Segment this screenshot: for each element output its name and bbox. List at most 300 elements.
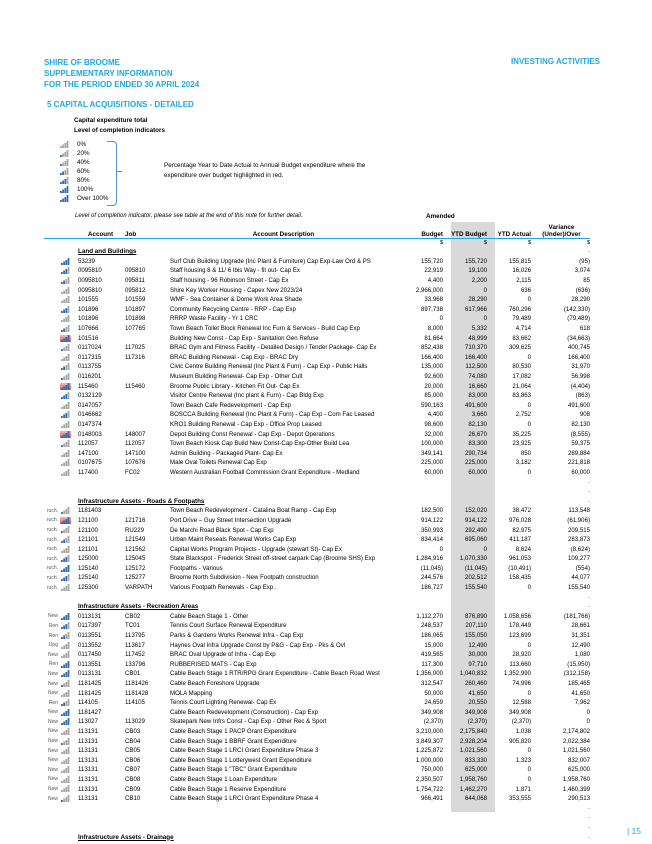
spacer-cell: [60, 487, 76, 497]
table-row: [44, 736, 590, 746]
variance-value: (34,663): [567, 334, 590, 342]
spacer-cell: [397, 823, 443, 833]
asset-type-tag: [44, 295, 60, 305]
asset-type-tag: ruch.: [46, 555, 58, 562]
spacer-cell: [76, 239, 125, 248]
legend-note-line2: expenditure over budget highlighted in red.: [164, 172, 284, 179]
ytd-budget-value: 97,710: [468, 660, 487, 668]
account-number: 0117315: [78, 353, 102, 361]
table-row: [44, 333, 590, 343]
budget-value: 92,600: [424, 373, 443, 381]
spacer-cell: [60, 247, 76, 257]
budget-value: (11,045): [420, 564, 443, 572]
spacer-cell: [170, 803, 397, 813]
table-row: [44, 573, 590, 583]
spacer-cell: [60, 496, 76, 506]
variance-value: 31,351: [571, 632, 590, 640]
job-number: CB03: [125, 727, 141, 735]
completion-indicator-icon: [60, 344, 71, 351]
spacer-cell: [44, 487, 60, 497]
asset-type-tag: ruch.: [46, 517, 58, 524]
ytd-actual-value: 8,624: [515, 545, 531, 553]
ytd-actual-value: 17,082: [512, 373, 531, 381]
account-description: Community Recycling Centre - RRP - Cap Exp: [170, 305, 296, 313]
asset-type-tag: ruch.: [46, 584, 58, 591]
ytd-budget-value: 3,660: [471, 411, 487, 419]
table-row: [44, 717, 590, 727]
ytd-budget-value: 1,021,560: [459, 747, 487, 755]
account-description: Museum Building Renewal- Cap Exp - Other Cult: [170, 373, 303, 381]
legend-item: [59, 149, 109, 158]
account-number: 0113755: [78, 363, 102, 371]
budget-value: 2,966,000: [415, 286, 443, 294]
ytd-budget-value: 166,400: [464, 353, 487, 361]
asset-type-tag: [44, 448, 60, 458]
budget-value: 24,659: [424, 699, 443, 707]
budget-value: 98,600: [424, 420, 443, 428]
asset-type-tag: [44, 324, 60, 334]
job-number: TC01: [125, 622, 140, 630]
asset-type-tag: [44, 276, 60, 286]
job-number: 117025: [125, 344, 145, 352]
spacer-cell: [44, 602, 60, 612]
budget-value: 3,210,000: [415, 727, 443, 735]
spacer-cell: [76, 813, 125, 823]
account-number: 121100: [78, 526, 98, 534]
account-description: Civic Centre Building Renewal (Inc Plant & Furn) - Cap Exp - Public Halls: [170, 363, 368, 371]
ytd-actual-value: 158,435: [508, 574, 531, 582]
variance-value: 283,873: [567, 536, 590, 544]
group-title: Infrastructure Assets - Roads & Footpaths: [78, 497, 205, 505]
job-number: 107765: [125, 325, 146, 333]
ytd-budget-value: 2,175,840: [459, 727, 487, 735]
budget-value: 50,000: [424, 689, 443, 697]
account-description: Male Oval Toilets Renewal Cap Exp: [170, 459, 267, 467]
variance-value: 625,000: [567, 766, 590, 774]
legend-item: [59, 158, 109, 167]
account-description: Cable Beach Foreshore Upgrade: [170, 680, 260, 688]
completion-indicator-icon: [60, 392, 71, 399]
ytd-budget-value: 695,060: [464, 536, 487, 544]
header-budget: Budget: [397, 221, 443, 239]
table-row: [44, 429, 590, 439]
variance-value: 0: [586, 708, 590, 716]
account-number: 101896: [78, 305, 99, 313]
group-title: Land and Buildings: [78, 248, 137, 256]
budget-value: 1,112,270: [416, 612, 443, 620]
variance-value: 0: [586, 718, 590, 726]
indicator-cell: [60, 535, 76, 545]
job-number: 125277: [125, 574, 146, 582]
job-number: 113617: [125, 641, 145, 649]
table-row: [44, 381, 590, 391]
variance-value: 28,290: [571, 296, 590, 304]
header-ytd-actual: YTD Actual: [487, 221, 533, 239]
variance-value: 290,513: [567, 795, 590, 803]
ytd-budget-value: 290,734: [464, 449, 487, 457]
asset-type-tag: [44, 401, 60, 411]
table-row: [44, 305, 590, 315]
budget-value: 897,738: [420, 305, 443, 313]
indicator-cell: [60, 506, 76, 516]
dash-placeholder: -: [587, 497, 590, 505]
account-description: Cable Beach Stage 1 "TBC" Grant Expenditure: [170, 766, 297, 774]
ytd-budget-value: 19,100: [468, 267, 487, 275]
asset-type-tag: Ren: [48, 661, 58, 668]
signal-bars-icon: [59, 150, 70, 157]
legend-item: [59, 176, 109, 185]
table-row: [44, 343, 590, 353]
account-number: 125300: [78, 584, 99, 592]
table-row: [44, 727, 590, 737]
budget-value: 1,754,722: [415, 785, 443, 793]
completion-indicator-icon: [60, 574, 71, 581]
budget-value: 186,727: [420, 584, 443, 592]
account-description: Shire Key Worker Housing - Capex New 2023/24: [170, 286, 303, 294]
table-row: [44, 420, 590, 430]
subheading-capex-total: Capital expenditure total: [74, 117, 148, 124]
budget-value: 225,000: [420, 459, 443, 467]
spacer-cell: [170, 592, 397, 602]
account-number: 1181403: [78, 507, 102, 515]
ytd-budget-value: 202,512: [464, 574, 487, 582]
variance-value: 2,022,384: [562, 737, 590, 745]
budget-value: 0: [439, 315, 443, 323]
asset-type-tag: New: [47, 670, 58, 677]
ytd-budget-value: 155,050: [464, 632, 487, 640]
indicator-cell: [60, 688, 76, 698]
spacer-cell: [443, 592, 487, 602]
job-number: 147100: [125, 449, 146, 457]
table-row: [44, 401, 590, 411]
spacer-cell: [443, 487, 487, 497]
account-number: 112057: [78, 440, 98, 448]
ytd-budget-value: 16,660: [468, 382, 487, 390]
account-description: Haynes Oval Infra Upgrade Const by P&G - Cap Exp - Pks & Ovl: [170, 641, 346, 649]
spacer-cell: [487, 477, 533, 487]
ytd-actual-value: 0: [527, 401, 531, 409]
job-number: 095812: [125, 286, 146, 294]
variance-value: 113,548: [568, 507, 590, 515]
completion-indicator-icon: [60, 766, 71, 773]
legend-brace-tip: [116, 171, 122, 172]
account-description: Cable Beach Stage 1 Loan Expenditure: [170, 775, 278, 783]
asset-type-tag: New: [47, 795, 58, 802]
account-description: Broome Public Library - Kitchen Fit Out- Cap Ex: [170, 382, 300, 390]
spacer-cell: [76, 592, 125, 602]
group-header-row: [44, 247, 590, 257]
group-header-row: [44, 602, 590, 612]
spacer-cell: [44, 813, 60, 823]
job-number: CB08: [125, 775, 141, 783]
asset-type-tag: ruch.: [46, 536, 58, 543]
budget-value: 182,500: [420, 507, 443, 515]
ytd-budget-value: 710,370: [464, 344, 487, 352]
table-row: [44, 324, 590, 334]
job-number: 148007: [125, 430, 146, 438]
account-number: 113131: [78, 766, 98, 774]
budget-value: 20,000: [424, 382, 443, 390]
account-description: Staff housing 8 & 11/ 6 Ibis Way - fit out- Cap Ex: [170, 267, 300, 275]
table-row: [44, 314, 590, 324]
completion-indicator-icon: [60, 315, 71, 322]
indicator-cell: [60, 717, 76, 727]
completion-indicator-icon: [60, 699, 71, 706]
indicator-cell: [60, 573, 76, 583]
indicator-cell: [60, 391, 76, 401]
job-number: 125045: [125, 555, 146, 563]
variance-value: (79,489): [567, 315, 590, 323]
indicator-cell: [60, 746, 76, 756]
job-number: 095810: [125, 267, 146, 275]
table-row: [44, 650, 590, 660]
asset-type-tag: Ren: [48, 699, 58, 706]
job-number: [125, 257, 170, 267]
dash-placeholder: -: [587, 804, 590, 812]
variance-value: (181,766): [563, 612, 590, 620]
budget-value: 312,547: [420, 680, 443, 688]
account-description: Parks & Gardens Works Renewal Infra - Cap Exp: [170, 632, 304, 640]
job-number: 1181428: [125, 689, 149, 697]
account-description: BRAC Gym and Fitness Facility - Detailed Design / Tender Package- Cap Ex: [170, 344, 377, 352]
indicator-cell: [60, 765, 76, 775]
budget-value: 100,000: [420, 440, 443, 448]
variance-value: (4,404): [570, 382, 590, 390]
ytd-budget-value: 30,000: [468, 651, 487, 659]
budget-value: 60,000: [424, 468, 443, 476]
completion-indicator-icon: [60, 661, 71, 668]
ytd-budget-value: (11,045): [464, 564, 487, 572]
ytd-actual-value: 0: [527, 296, 531, 304]
variance-value: (863): [575, 392, 590, 400]
ytd-actual-value: 1,871: [515, 785, 531, 793]
header-variance-line2: (Under)/Over: [542, 231, 581, 238]
legend-brace: [107, 141, 117, 206]
completion-indicator-icon: [60, 469, 71, 476]
group-header-row: [44, 496, 590, 506]
job-number: CB01: [125, 670, 141, 678]
completion-indicator-icon: [60, 709, 71, 716]
budget-value: 155,720: [420, 257, 443, 265]
table-row: [44, 468, 590, 478]
header-ytd-budget: YTD Budget: [443, 221, 487, 239]
table-row: [44, 506, 590, 516]
completion-indicator-icon: [60, 546, 71, 553]
legend-item-label: Over 100%: [77, 195, 109, 202]
spacer-row: [44, 813, 590, 823]
capital-acquisitions-table: [44, 221, 590, 842]
ytd-budget-value: 0: [483, 315, 487, 323]
table-row: [44, 554, 590, 564]
asset-type-tag: [44, 439, 60, 449]
budget-value: 1,225,872: [415, 747, 443, 755]
indicator-cell: [60, 372, 76, 382]
spacer-cell: [60, 803, 76, 813]
budget-value: 1,356,000: [415, 670, 443, 678]
completion-indicator-icon: [60, 507, 71, 514]
completion-indicator-icon: [60, 402, 71, 409]
table-row: [44, 525, 590, 535]
table-body: [44, 239, 590, 842]
variance-value: 908: [579, 411, 590, 419]
asset-type-tag: New: [47, 613, 58, 620]
budget-value: 248,537: [420, 622, 443, 630]
table-row: [44, 698, 590, 708]
variance-value: (8,624): [570, 545, 590, 553]
indicator-cell: [60, 564, 76, 574]
table-row: [44, 669, 590, 679]
asset-type-tag: New: [47, 728, 58, 735]
spacer-cell: [397, 592, 443, 602]
account-description: BRAC Oval Upgrade of Infra - Cap Exp: [170, 651, 276, 659]
table-row: [44, 621, 590, 631]
completion-indicator-icon: [60, 325, 71, 332]
indicator-cell: [60, 381, 76, 391]
variance-value: 155,540: [567, 584, 590, 592]
job-number: 125172: [125, 564, 146, 572]
budget-value: 135,000: [420, 363, 443, 371]
variance-value: 44,077: [571, 574, 590, 582]
job-number: CB04: [125, 737, 141, 745]
job-number: [125, 372, 170, 382]
account-description: Building New Const - Cap Exp - Sanitation Gen Refuse: [170, 334, 319, 342]
table-row: [44, 688, 590, 698]
spacer-cell: [60, 813, 76, 823]
completion-indicator-icon: [60, 306, 71, 313]
indicator-cell: [60, 362, 76, 372]
variance-value: (312,158): [563, 670, 590, 678]
spacer-cell: [76, 803, 125, 813]
job-number: 115460: [125, 382, 145, 390]
completion-indicator-icon: [60, 421, 71, 428]
indicator-cell: [60, 650, 76, 660]
dash-placeholder: -: [587, 814, 590, 822]
table-header-row: [44, 221, 590, 239]
job-number: CB05: [125, 747, 141, 755]
account-number: 1181425: [78, 689, 102, 697]
account-description: Depot Building Const Renewal - Cap Exp - Depot Operations: [170, 430, 335, 438]
spacer-row: [44, 487, 590, 497]
account-number: 113131: [78, 756, 98, 764]
account-description: Footpaths - Various: [170, 564, 223, 572]
variance-value: (61,906): [567, 516, 590, 524]
completion-indicator-icon: [60, 354, 71, 361]
legend-note: [164, 161, 365, 181]
variance-value: 400,745: [567, 344, 590, 352]
asset-type-tag: [44, 257, 60, 267]
asset-type-tag: [44, 391, 60, 401]
budget-value: 22,919: [424, 267, 443, 275]
asset-type-tag: Upg: [48, 642, 58, 649]
indicator-cell: [60, 621, 76, 631]
table-row: [44, 544, 590, 554]
signal-bars-icon: [59, 141, 70, 148]
indicator-cell: [60, 305, 76, 315]
job-number: CB10: [125, 795, 141, 803]
budget-value: 3,849,307: [415, 737, 443, 745]
indicator-cell: [60, 708, 76, 718]
header-job: Job: [125, 221, 170, 239]
report-period: FOR THE PERIOD ENDED 30 APRIL 2024: [44, 80, 200, 89]
indicator-cell: [60, 660, 76, 670]
ytd-budget-value: 0: [483, 545, 487, 553]
indicator-cell: [60, 468, 76, 478]
asset-type-tag: [44, 343, 60, 353]
over-budget-indicator-icon: [60, 383, 71, 390]
indicator-cell: [60, 353, 76, 363]
indicator-cell: [60, 257, 76, 267]
spacer-cell: [60, 823, 76, 833]
header-variance-line1: Variance: [548, 224, 575, 231]
asset-type-tag: [44, 420, 60, 430]
indicator-cell: [60, 544, 76, 554]
job-number: [125, 420, 170, 430]
dash-placeholder: -: [587, 248, 590, 256]
ytd-actual-value: 38,472: [512, 507, 531, 515]
table-row: [44, 295, 590, 305]
ytd-budget-value: 207,110: [465, 622, 487, 630]
spacer-cell: [60, 239, 76, 248]
asset-type-tag: New: [47, 776, 58, 783]
ytd-budget-value: 60,000: [468, 468, 487, 476]
report-subtitle: SUPPLEMENTARY INFORMATION: [44, 69, 173, 78]
legend-item-label: 80%: [77, 177, 90, 184]
completion-indicator-icon: [60, 738, 71, 745]
spacer-cell: [397, 487, 443, 497]
completion-indicator-icon: [60, 459, 71, 466]
indicator-cell: [60, 631, 76, 641]
budget-value: 750,000: [420, 766, 443, 774]
ytd-actual-value: 0: [527, 584, 531, 592]
ytd-actual-value: 83,863: [512, 392, 531, 400]
spacer-cell: [125, 592, 170, 602]
variance-value: 166,400: [567, 353, 590, 361]
ytd-actual-value: 83,662: [512, 334, 531, 342]
table-row: [44, 372, 590, 382]
table-row: [44, 564, 590, 574]
completion-indicator-icon: [60, 526, 71, 533]
job-number: 112057: [125, 440, 145, 448]
variance-value: 618: [579, 325, 590, 333]
spacer-row: [44, 803, 590, 813]
completion-indicator-icon: [60, 565, 71, 572]
account-number: 113131: [78, 727, 98, 735]
budget-value: 81,664: [424, 334, 443, 342]
ytd-actual-value: 35,225: [512, 430, 531, 438]
budget-value: 349,141: [420, 449, 443, 457]
variance-value: (142,330): [563, 305, 590, 313]
account-number: 101516: [78, 334, 99, 342]
legend-note-line1: Percentage Year to Date Actual to Annual Budget expenditure where the: [164, 162, 366, 169]
over-budget-indicator-icon: [60, 431, 71, 438]
account-number: 0107675: [78, 459, 102, 467]
account-number: 0113552: [78, 641, 102, 649]
job-number: 133796: [125, 660, 146, 668]
asset-type-tag: [44, 353, 60, 363]
account-description: Town Beach Toilet Block Renewal Inc Furn & Services - Build Cap Exp: [170, 325, 360, 333]
account-number: 101896: [78, 315, 99, 323]
ytd-budget-value: 625,000: [464, 766, 487, 774]
account-description: BOSCCA Building Renewal (Inc Plant & Furn) - Cap Exp - Com Fac Leased: [170, 411, 375, 419]
variance-value: 2,174,802: [562, 727, 590, 735]
job-number: [125, 391, 170, 401]
account-number: 117400: [78, 468, 98, 476]
currency-row: [44, 239, 590, 248]
spacer-cell: [44, 477, 60, 487]
dash-placeholder: -: [587, 823, 590, 831]
ytd-actual-value: 961,053: [508, 555, 531, 563]
asset-type-tag: [44, 381, 60, 391]
